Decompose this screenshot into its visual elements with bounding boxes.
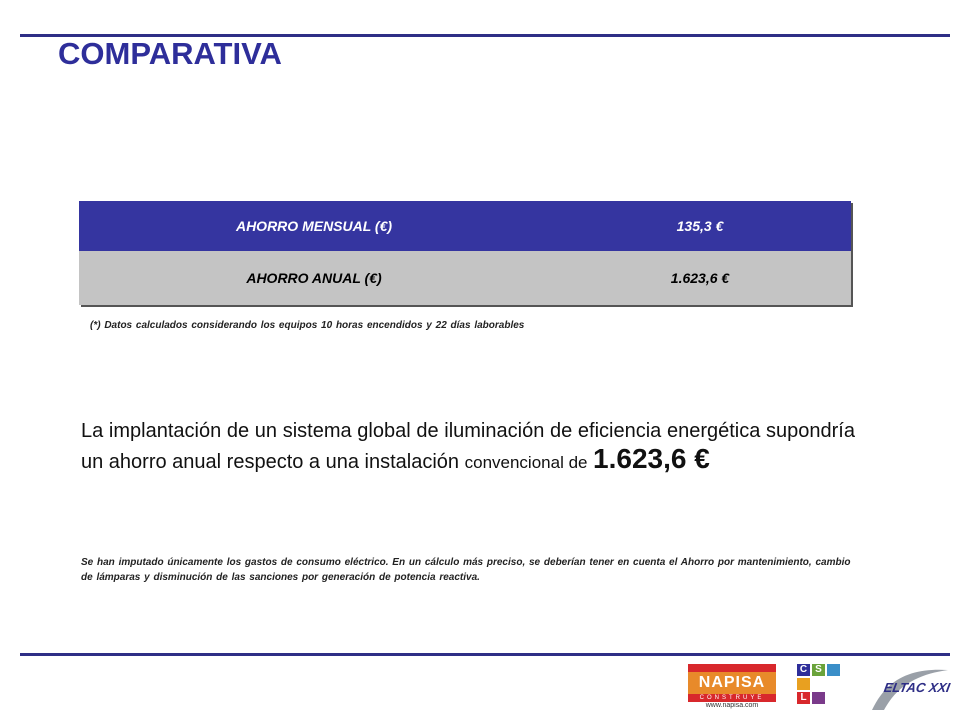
- csl-logo-l: L: [797, 692, 810, 704]
- page-title: COMPARATIVA: [58, 36, 282, 71]
- table-row-annual-savings: [79, 251, 851, 305]
- bottom-divider: [20, 653, 950, 656]
- napisa-logo: [688, 664, 776, 710]
- table-row-monthly-savings: [79, 201, 851, 251]
- eltac-logo: [870, 666, 950, 712]
- csl-logo-c: C: [797, 664, 810, 676]
- conclusion-text: La implantación de un sistema global de iluminación de eficiencia energética supondría un ahorro anual respecto a una instalación: [81, 420, 855, 473]
- savings-table: [79, 201, 851, 305]
- annual-savings-highlight: 1.623,6 €: [593, 443, 710, 474]
- conclusion-text-tail: convencional de: [464, 453, 588, 472]
- napisa-logo-url: www.napisa.com: [705, 702, 759, 709]
- csl-logo-blank-2: [797, 678, 810, 690]
- monthly-savings-value: 135,3 €: [549, 201, 851, 251]
- csl-logo-blank: [827, 664, 840, 676]
- eltac-logo-name: ELTAC XXI: [882, 680, 952, 695]
- table-footnote: (*) Datos calculados considerando los equipos 10 horas encendidos y 22 días laborables: [90, 320, 525, 331]
- napisa-logo-top-band: [688, 664, 776, 672]
- napisa-logo-name: NAPISA: [688, 672, 776, 694]
- savings-table-container: [79, 201, 851, 305]
- disclaimer-note: Se han imputado únicamente los gastos de consumo eléctrico. En un cálculo más preciso, se deberían tener en cuenta el Ahorro por mantenimiento, cambio de lámparas y disminución de las sanciones por generación de potencia reactiva.: [81, 557, 851, 583]
- footer-logos: [680, 660, 950, 720]
- annual-savings-value: 1.623,6 €: [549, 251, 851, 305]
- csl-logo: [797, 664, 845, 706]
- annual-savings-label: AHORRO ANUAL (€): [79, 251, 549, 305]
- napisa-logo-tagline: CONSTRUYE: [688, 694, 776, 702]
- csl-logo-s: S: [812, 664, 825, 676]
- csl-logo-blank-3: [812, 692, 825, 704]
- monthly-savings-label: AHORRO MENSUAL (€): [79, 201, 549, 251]
- conclusion-paragraph: [81, 418, 855, 476]
